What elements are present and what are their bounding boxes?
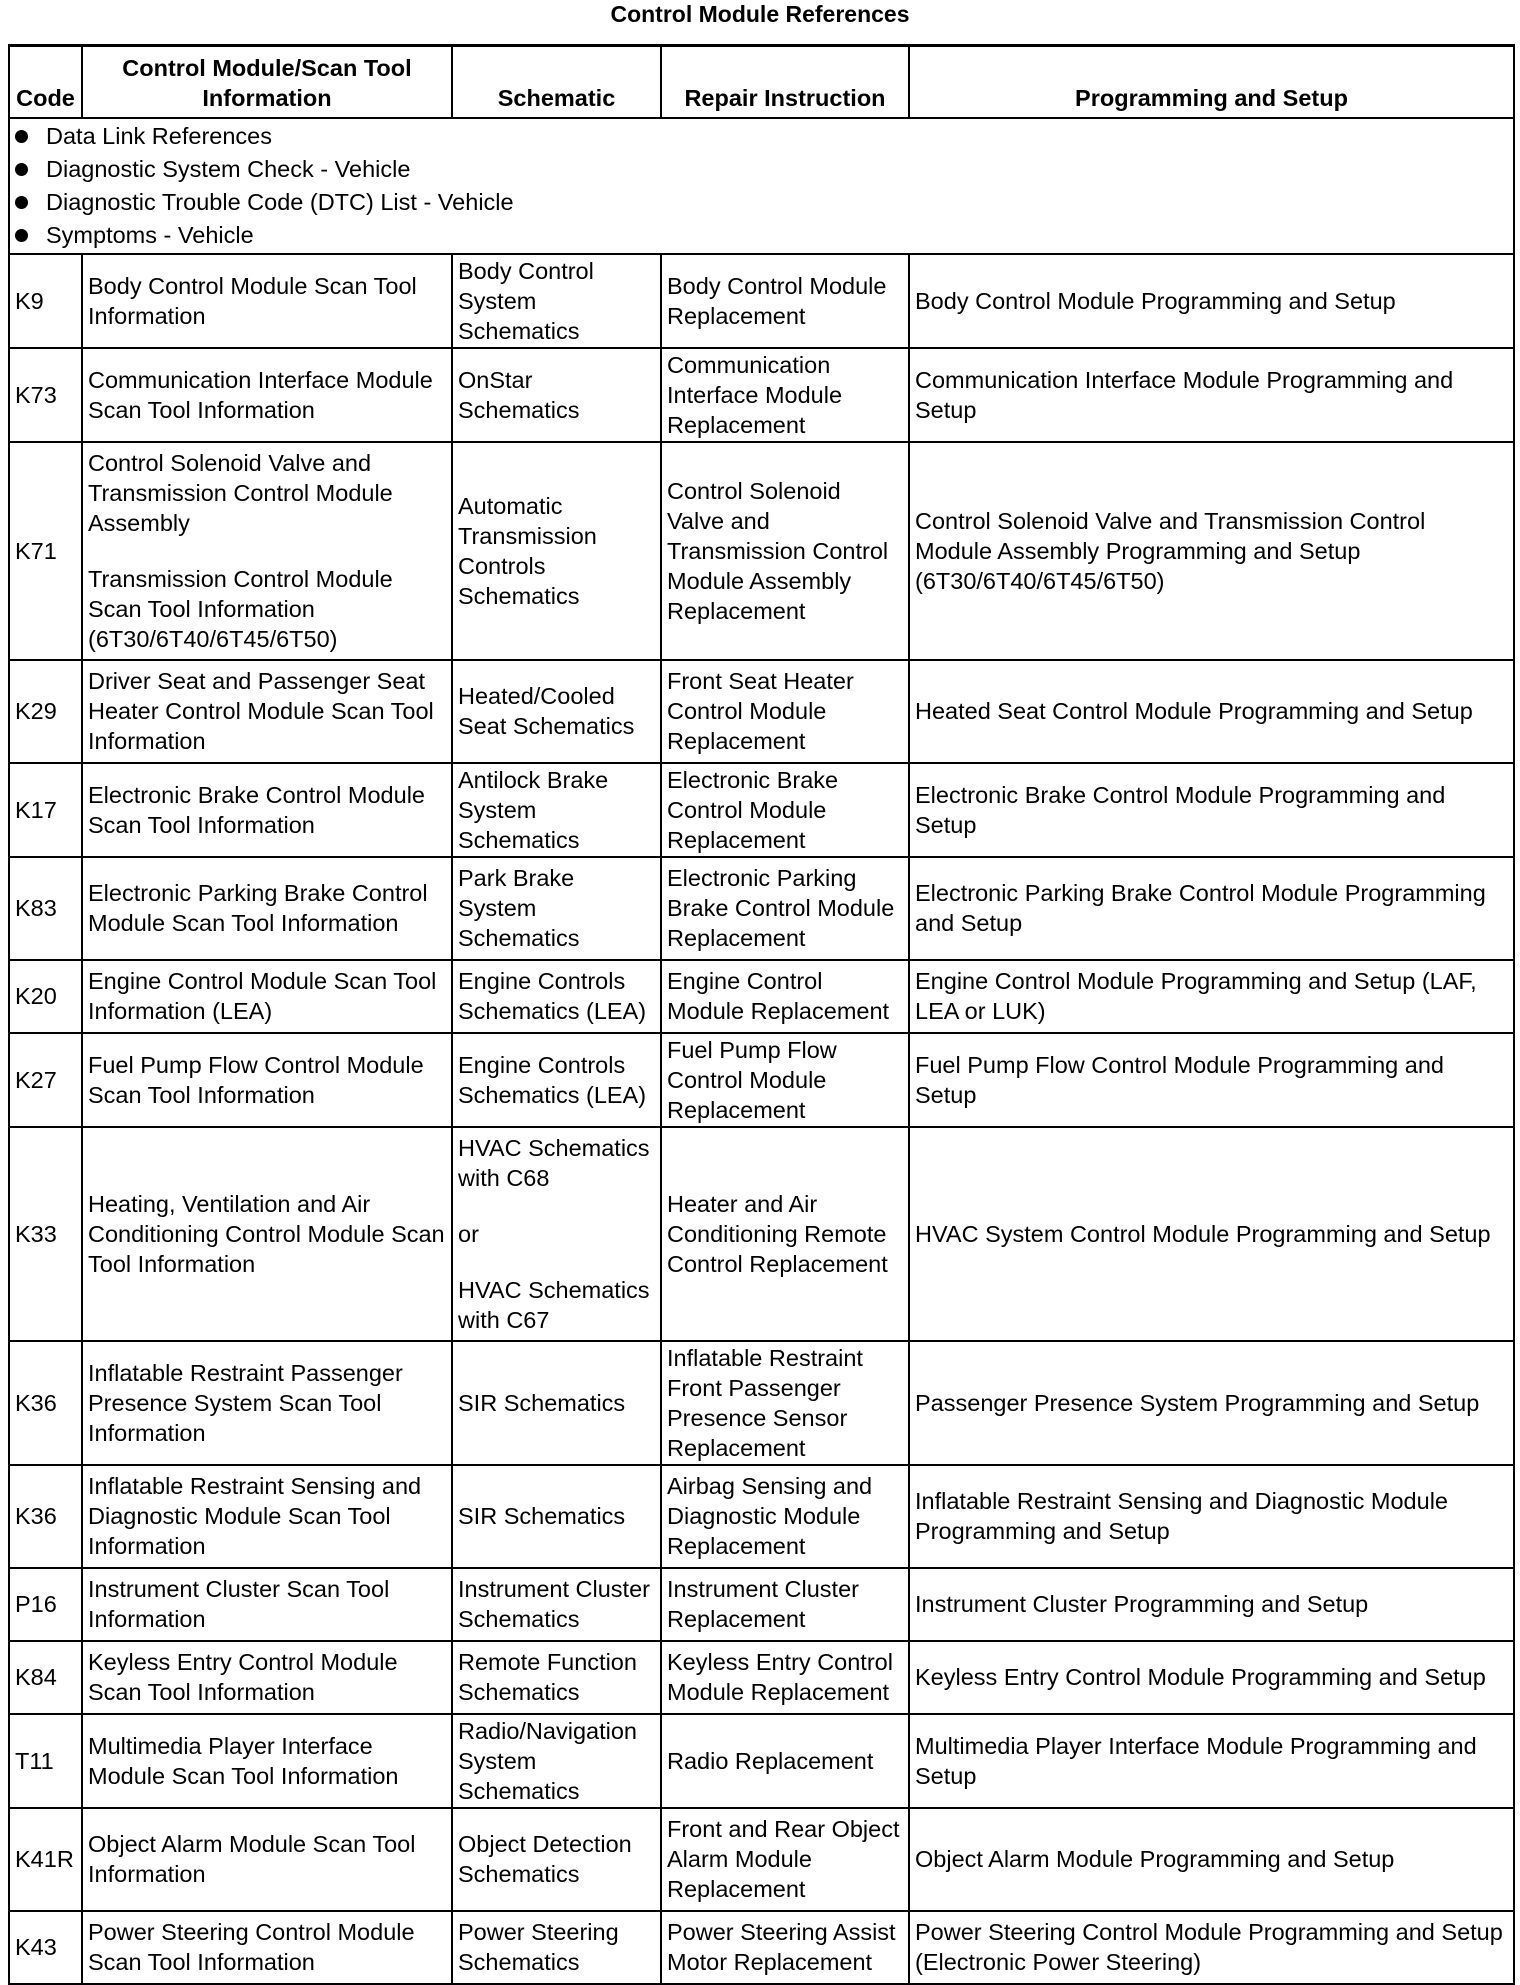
info-cell[interactable]: Electronic Parking Brake Control Module Scan Tool Information bbox=[82, 857, 452, 960]
schematic-cell[interactable]: Object Detection Schematics bbox=[452, 1808, 661, 1911]
repair-cell[interactable]: Engine Control Module Replacement bbox=[661, 960, 909, 1033]
repair-cell[interactable]: Electronic Parking Brake Control Module Replacement bbox=[661, 857, 909, 960]
header-repair: Repair Instruction bbox=[661, 46, 909, 118]
references-cell bbox=[9, 118, 1514, 254]
code-cell: K36 bbox=[9, 1465, 82, 1568]
repair-cell[interactable]: Airbag Sensing and Diagnostic Module Replacement bbox=[661, 1465, 909, 1568]
schematic-cell[interactable]: Heated/Cooled Seat Schematics bbox=[452, 660, 661, 763]
info-cell[interactable]: Inflatable Restraint Sensing and Diagnostic Module Scan Tool Information bbox=[82, 1465, 452, 1568]
code-cell: K83 bbox=[9, 857, 82, 960]
programming-cell[interactable]: Fuel Pump Flow Control Module Programming and Setup bbox=[909, 1033, 1514, 1127]
info-text: Control Solenoid Valve and Transmission Control Module Assembly bbox=[88, 449, 393, 536]
programming-cell[interactable]: Multimedia Player Interface Module Programming and Setup bbox=[909, 1714, 1514, 1808]
code-cell: K9 bbox=[9, 254, 82, 348]
code-cell: K43 bbox=[9, 1911, 82, 1984]
table-row bbox=[9, 1911, 1514, 1984]
programming-cell[interactable]: Inflatable Restraint Sensing and Diagnostic Module Programming and Setup bbox=[909, 1465, 1514, 1568]
info-cell[interactable]: Instrument Cluster Scan Tool Information bbox=[82, 1568, 452, 1641]
schematic-cell[interactable] bbox=[452, 1127, 661, 1341]
bullet-icon bbox=[15, 130, 28, 143]
info-cell[interactable]: Inflatable Restraint Passenger Presence System Scan Tool Information bbox=[82, 1341, 452, 1465]
programming-cell[interactable]: Engine Control Module Programming and Setup (LAF, LEA or LUK) bbox=[909, 960, 1514, 1033]
schematic-cell[interactable]: Instrument Cluster Schematics bbox=[452, 1568, 661, 1641]
programming-cell[interactable]: Instrument Cluster Programming and Setup bbox=[909, 1568, 1514, 1641]
programming-cell[interactable]: Passenger Presence System Programming and Setup bbox=[909, 1341, 1514, 1465]
code-cell: K73 bbox=[9, 348, 82, 442]
code-cell: K36 bbox=[9, 1341, 82, 1465]
repair-cell[interactable]: Power Steering Assist Motor Replacement bbox=[661, 1911, 909, 1984]
code-cell: P16 bbox=[9, 1568, 82, 1641]
code-cell: K17 bbox=[9, 763, 82, 857]
header-code: Code bbox=[9, 46, 82, 118]
reference-item[interactable] bbox=[15, 153, 1508, 186]
info-cell[interactable]: Driver Seat and Passenger Seat Heater Control Module Scan Tool Information bbox=[82, 660, 452, 763]
schematic-cell[interactable]: SIR Schematics bbox=[452, 1341, 661, 1465]
schematic-cell[interactable]: Remote Function Schematics bbox=[452, 1641, 661, 1714]
table-row bbox=[9, 254, 1514, 348]
programming-cell[interactable]: HVAC System Control Module Programming and Setup bbox=[909, 1127, 1514, 1341]
or-separator: or bbox=[458, 1220, 479, 1247]
table-row bbox=[9, 1568, 1514, 1641]
info-cell[interactable]: Electronic Brake Control Module Scan Tool Information bbox=[82, 763, 452, 857]
table-row bbox=[9, 1641, 1514, 1714]
table-row bbox=[9, 1127, 1514, 1341]
control-module-references-table bbox=[8, 44, 1515, 1985]
schematic-cell[interactable]: Body Control System Schematics bbox=[452, 254, 661, 348]
reference-item[interactable] bbox=[15, 186, 1508, 219]
repair-cell[interactable]: Inflatable Restraint Front Passenger Presence Sensor Replacement bbox=[661, 1341, 909, 1465]
repair-cell[interactable]: Body Control Module Replacement bbox=[661, 254, 909, 348]
spacer bbox=[88, 538, 446, 564]
references-list bbox=[15, 120, 1508, 252]
code-cell: K84 bbox=[9, 1641, 82, 1714]
reference-label: Symptoms - Vehicle bbox=[46, 221, 254, 248]
info-cell[interactable]: Keyless Entry Control Module Scan Tool Information bbox=[82, 1641, 452, 1714]
references-row bbox=[9, 118, 1514, 254]
code-cell: T11 bbox=[9, 1714, 82, 1808]
table-row bbox=[9, 1714, 1514, 1808]
info-cell[interactable]: Communication Interface Module Scan Tool Information bbox=[82, 348, 452, 442]
info-cell[interactable]: Body Control Module Scan Tool Information bbox=[82, 254, 452, 348]
bullet-icon bbox=[15, 229, 28, 242]
schematic-cell[interactable]: SIR Schematics bbox=[452, 1465, 661, 1568]
schematic-cell[interactable]: Antilock Brake System Schematics bbox=[452, 763, 661, 857]
programming-cell[interactable]: Electronic Parking Brake Control Module Programming and Setup bbox=[909, 857, 1514, 960]
programming-cell[interactable]: Electronic Brake Control Module Programming and Setup bbox=[909, 763, 1514, 857]
reference-item[interactable] bbox=[15, 120, 1508, 153]
info-cell[interactable]: Heating, Ventilation and Air Conditioning Control Module Scan Tool Information bbox=[82, 1127, 452, 1341]
code-cell: K33 bbox=[9, 1127, 82, 1341]
info-cell[interactable]: Object Alarm Module Scan Tool Information bbox=[82, 1808, 452, 1911]
repair-cell[interactable]: Heater and Air Conditioning Remote Control Replacement bbox=[661, 1127, 909, 1341]
programming-cell[interactable]: Keyless Entry Control Module Programming and Setup bbox=[909, 1641, 1514, 1714]
schematic-cell[interactable]: Engine Controls Schematics (LEA) bbox=[452, 960, 661, 1033]
repair-cell[interactable]: Electronic Brake Control Module Replacement bbox=[661, 763, 909, 857]
table-header-row bbox=[9, 46, 1514, 118]
table-row bbox=[9, 1033, 1514, 1127]
bullet-icon bbox=[15, 163, 28, 176]
programming-cell[interactable]: Body Control Module Programming and Setup bbox=[909, 254, 1514, 348]
table-row bbox=[9, 1341, 1514, 1465]
programming-cell[interactable]: Power Steering Control Module Programming and Setup (Electronic Power Steering) bbox=[909, 1911, 1514, 1984]
reference-label: Diagnostic System Check - Vehicle bbox=[46, 155, 411, 182]
header-info: Control Module/Scan Tool Information bbox=[82, 46, 452, 118]
repair-cell[interactable]: Control Solenoid Valve and Transmission Control Module Assembly Replacement bbox=[661, 442, 909, 660]
repair-cell[interactable]: Instrument Cluster Replacement bbox=[661, 1568, 909, 1641]
schematic-option: HVAC Schematics with C67 bbox=[458, 1276, 650, 1333]
reference-label: Data Link References bbox=[46, 122, 272, 149]
repair-cell[interactable]: Radio Replacement bbox=[661, 1714, 909, 1808]
code-cell: K27 bbox=[9, 1033, 82, 1127]
table-row bbox=[9, 960, 1514, 1033]
schematic-option: HVAC Schematics with C68 bbox=[458, 1134, 650, 1191]
code-cell: K20 bbox=[9, 960, 82, 1033]
header-programming: Programming and Setup bbox=[909, 46, 1514, 118]
schematic-cell[interactable]: Radio/Navigation System Schematics bbox=[452, 1714, 661, 1808]
info-cell[interactable] bbox=[82, 442, 452, 660]
programming-cell[interactable]: Heated Seat Control Module Programming and Setup bbox=[909, 660, 1514, 763]
table-row bbox=[9, 763, 1514, 857]
programming-cell[interactable]: Control Solenoid Valve and Transmission Control Module Assembly Programming and Setup (6T30/6T40/6T45/6T50) bbox=[909, 442, 1514, 660]
schematic-cell[interactable]: Automatic Transmission Controls Schematics bbox=[452, 442, 661, 660]
table-row bbox=[9, 1465, 1514, 1568]
info-text-secondary: Transmission Control Module Scan Tool Information (6T30/6T40/6T45/6T50) bbox=[88, 565, 393, 652]
table-row bbox=[9, 1808, 1514, 1911]
info-cell[interactable]: Power Steering Control Module Scan Tool Information bbox=[82, 1911, 452, 1984]
repair-cell[interactable]: Fuel Pump Flow Control Module Replacement bbox=[661, 1033, 909, 1127]
repair-cell[interactable]: Front Seat Heater Control Module Replacement bbox=[661, 660, 909, 763]
code-cell: K41R bbox=[9, 1808, 82, 1911]
table-row bbox=[9, 857, 1514, 960]
repair-cell[interactable]: Front and Rear Object Alarm Module Replacement bbox=[661, 1808, 909, 1911]
code-cell: K71 bbox=[9, 442, 82, 660]
info-cell[interactable]: Engine Control Module Scan Tool Information (LEA) bbox=[82, 960, 452, 1033]
repair-cell[interactable]: Communication Interface Module Replacement bbox=[661, 348, 909, 442]
schematic-cell[interactable]: Power Steering Schematics bbox=[452, 1911, 661, 1984]
reference-item[interactable] bbox=[15, 219, 1508, 252]
bullet-icon bbox=[15, 196, 28, 209]
programming-cell[interactable]: Object Alarm Module Programming and Setup bbox=[909, 1808, 1514, 1911]
table-row bbox=[9, 348, 1514, 442]
repair-cell[interactable]: Keyless Entry Control Module Replacement bbox=[661, 1641, 909, 1714]
info-cell[interactable]: Multimedia Player Interface Module Scan Tool Information bbox=[82, 1714, 452, 1808]
header-schematic: Schematic bbox=[452, 46, 661, 118]
info-cell[interactable]: Fuel Pump Flow Control Module Scan Tool Information bbox=[82, 1033, 452, 1127]
schematic-cell[interactable]: OnStar Schematics bbox=[452, 348, 661, 442]
page-title: Control Module References bbox=[610, 1, 910, 27]
programming-cell[interactable]: Communication Interface Module Programming and Setup bbox=[909, 348, 1514, 442]
schematic-cell[interactable]: Park Brake System Schematics bbox=[452, 857, 661, 960]
code-cell: K29 bbox=[9, 660, 82, 763]
schematic-cell[interactable]: Engine Controls Schematics (LEA) bbox=[452, 1033, 661, 1127]
reference-label: Diagnostic Trouble Code (DTC) List - Vehicle bbox=[46, 188, 514, 215]
table-row bbox=[9, 660, 1514, 763]
table-row bbox=[9, 442, 1514, 660]
